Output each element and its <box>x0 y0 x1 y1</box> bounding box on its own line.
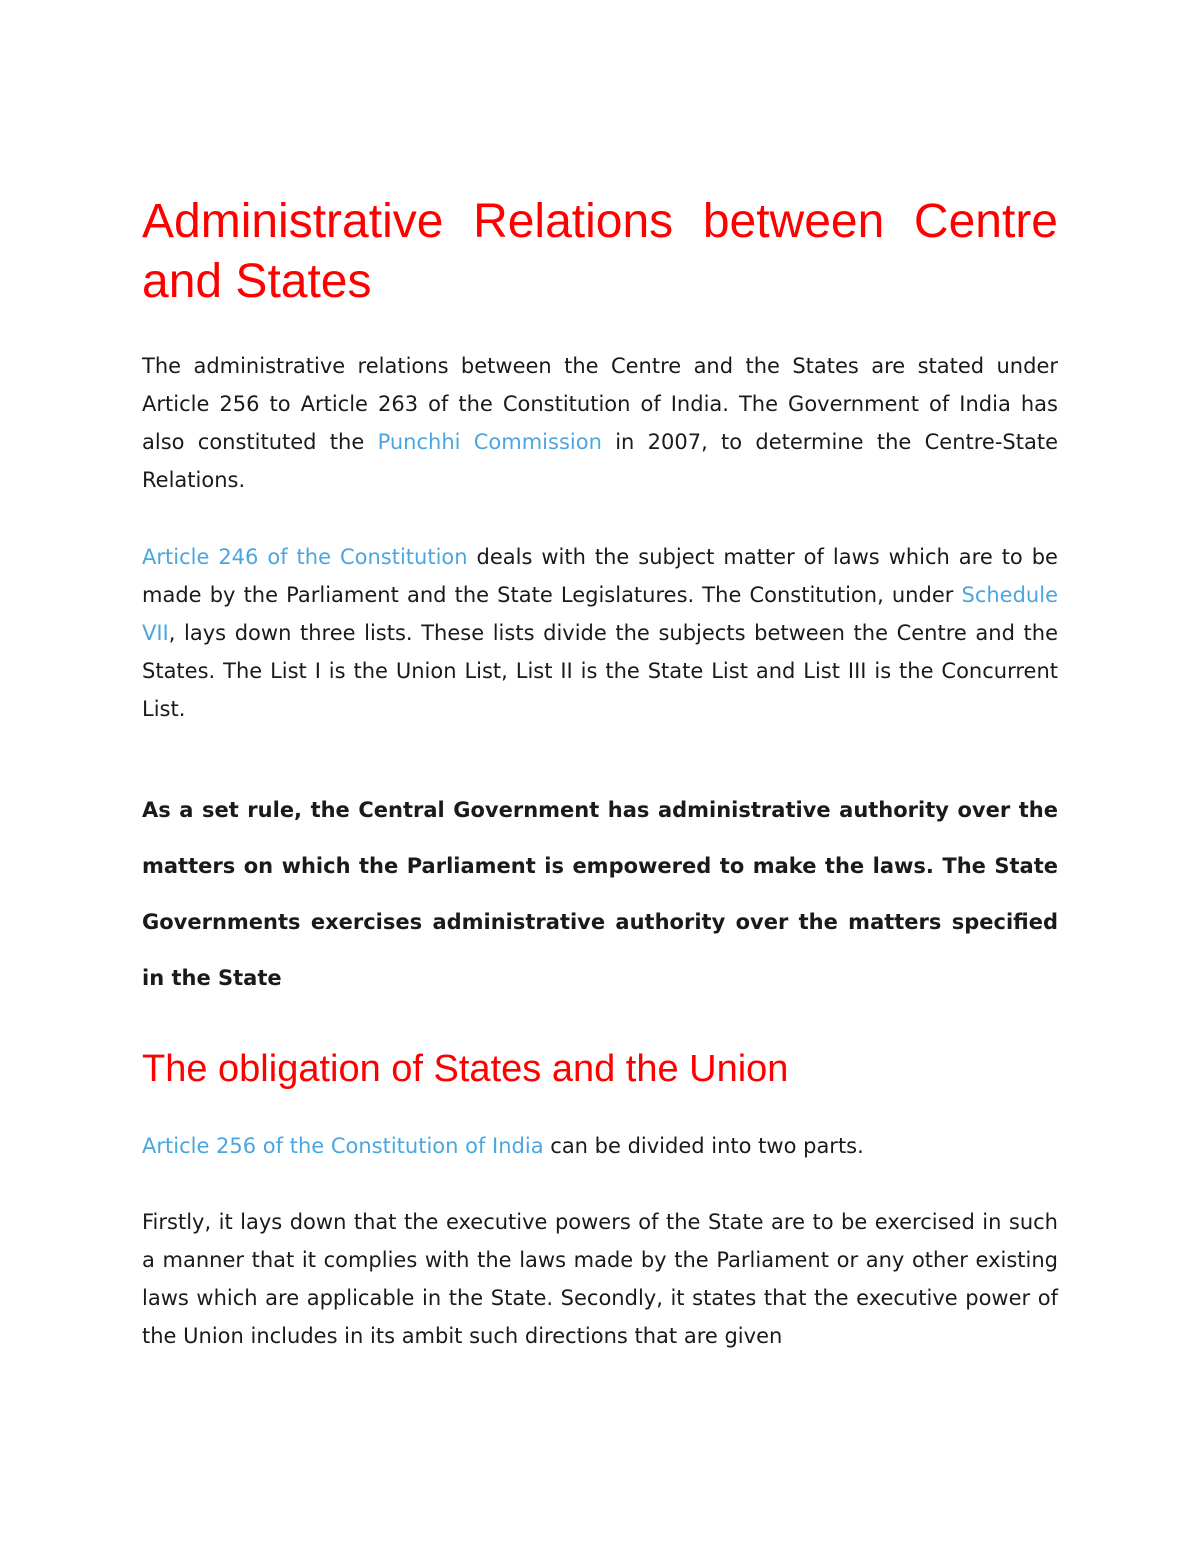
intro-paragraph <box>142 347 1058 499</box>
article-246-link[interactable]: Article 246 of the Constitution <box>142 545 468 569</box>
punchhi-commission-link[interactable]: Punchhi Commission <box>377 430 602 454</box>
page-title: Administrative Relations between Centre and States <box>142 195 1058 308</box>
article-246-paragraph <box>142 538 1058 728</box>
bold-rule-paragraph: As a set rule, the Central Government has administrative authority over the matters on which the Parliament is empowered to make the laws. The State Governments exercises administrative authority over the matters specified in the State <box>142 798 1058 990</box>
section-heading: The obligation of States and the Union <box>142 1048 789 1090</box>
executive-powers-paragraph: Firstly, it lays down that the executive powers of the State are to be exercised in such a manner that it complies with the laws made by the Parliament or any other existing laws which are applicable in the State. Secondly, it states that the executive power of the Union includes in its ambit such directions that are given <box>142 1210 1058 1348</box>
article-256-link[interactable]: Article 256 of the Constitution of India <box>142 1134 544 1158</box>
schedule-vii-link[interactable]: Schedule VII <box>142 583 1058 645</box>
article-246-text-b: , lays down three lists. These lists divide the subjects between the Centre and the States. The List I is the Union List, List II is the State List and List III is the Concurrent List. <box>142 621 1058 721</box>
article-256-text: can be divided into two parts. <box>543 1134 864 1158</box>
intro-text-b: in 2007, to determine the Centre-State Relations. <box>142 430 1058 492</box>
intro-text-a: The administrative relations between the Centre and the States are stated under Article 256 to Article 263 of the Constitution of India. The Government of India has also constituted the <box>142 354 1058 454</box>
article-256-paragraph <box>142 1127 1058 1165</box>
article-246-text-a: deals with the subject matter of laws which are to be made by the Parliament and the State Legislatures. The Constitution, under <box>142 545 1058 607</box>
